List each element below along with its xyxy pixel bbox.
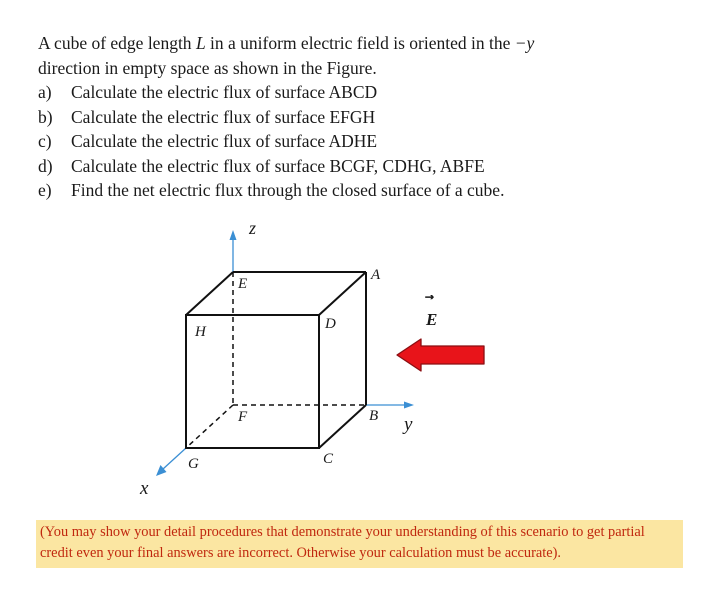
vertex-label-g: G (188, 456, 199, 472)
question-marker: e) (38, 180, 52, 200)
question-marker: a) (38, 82, 52, 102)
question-text: Calculate the electric flux of surface ABCD (71, 82, 378, 102)
vertex-label-e: E (238, 276, 248, 292)
field-vector-arrow-mark (425, 294, 434, 300)
question-text: Find the net electric flux through the closed surface of a cube. (71, 180, 505, 200)
axis-label-z: z (249, 218, 257, 238)
vertex-label-c: C (323, 451, 334, 467)
field-direction: −y (514, 33, 535, 53)
question-text: Calculate the electric flux of surface EFGH (71, 106, 376, 127)
field-direction-arrow (397, 339, 484, 371)
question-marker: d) (38, 155, 53, 176)
vertex-label-h: H (195, 324, 206, 340)
axis-label-x: x (140, 478, 149, 499)
field-label: E (426, 310, 438, 329)
question-marker: c) (38, 131, 52, 151)
x-axis (163, 448, 186, 469)
vertex-label-a: A (371, 267, 381, 283)
vertex-label-d: D (325, 316, 336, 332)
edge-length-variable: L (195, 33, 206, 53)
problem-intro: A cube of edge length L in a uniform electric field is oriented in the −y direction in empty space as shown in the Figure. (38, 33, 535, 78)
question-text: Calculate the electric flux of surface BCGF, CDHG, ABFE (71, 155, 485, 176)
axis-label-y: y (404, 414, 413, 435)
cube-visible-edges (186, 272, 366, 448)
cube-hidden-edges (186, 272, 366, 448)
question-marker: b) (38, 106, 53, 127)
y-axis-arrowhead (404, 402, 414, 409)
grading-note (36, 520, 683, 568)
grading-note-text: (You may show your detail procedures that demonstrate your understanding of this scenario to get partial credit even your final answers are incorrect. Otherwise your calculation must be accurate). (40, 524, 645, 561)
question-text: Calculate the electric flux of surface ADHE (71, 131, 378, 151)
z-axis-arrowhead (230, 230, 237, 240)
vertex-label-b: B (369, 408, 379, 424)
vertex-label-f: F (238, 409, 248, 425)
